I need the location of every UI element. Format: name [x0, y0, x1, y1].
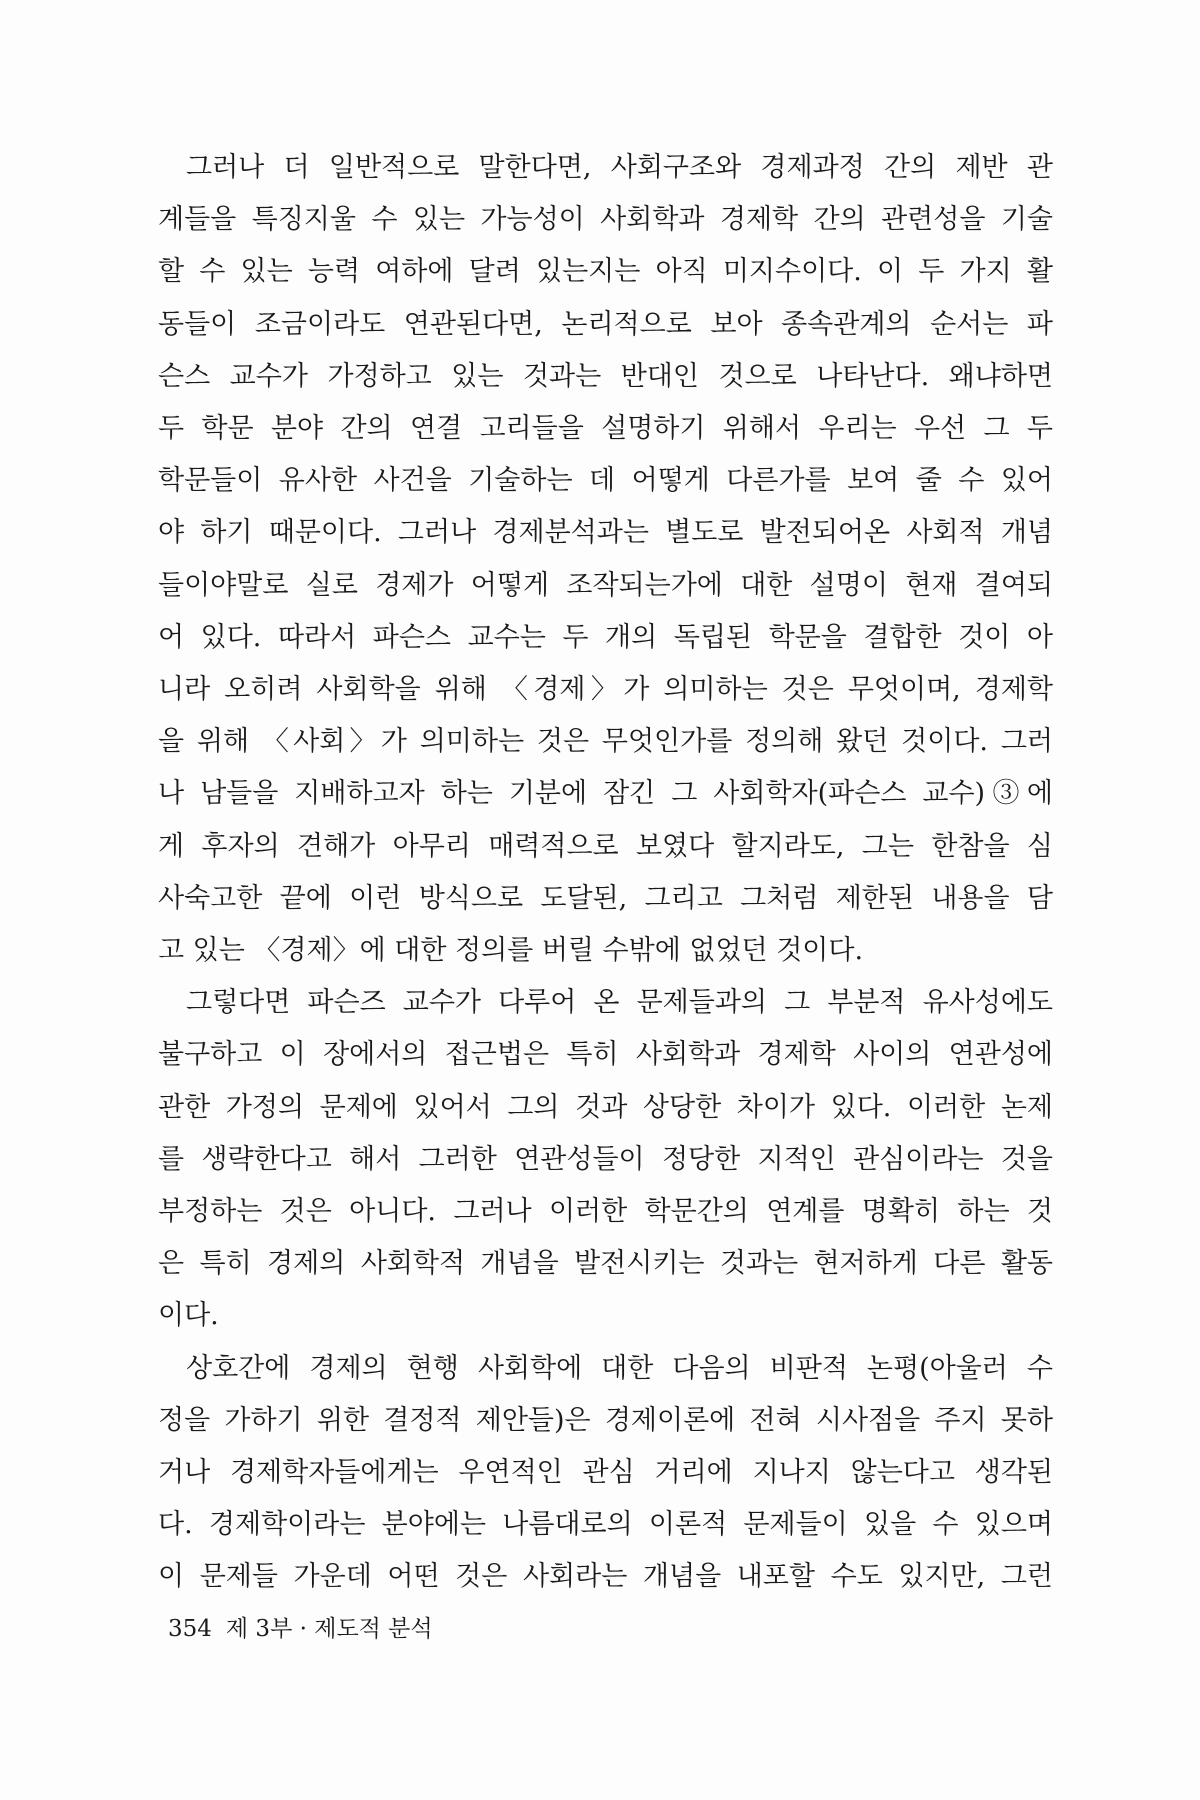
text-line: 상호간에 경제의 현행 사회학에 대한 다음의 비판적 논평(아울러 수 — [186, 1352, 1053, 1384]
text-line: 그러나 더 일반적으로 말한다면, 사회구조와 경제과정 간의 제반 관 — [186, 152, 1053, 183]
text-line: 을 위해 〈사회〉가 의미하는 것은 무엇인가를 정의해 왔던 것이다. 그러 — [158, 726, 1053, 758]
text-line: 거나 경제학자들에게는 우연적인 관심 거리에 지나지 않는다고 생각된 — [158, 1457, 1053, 1489]
text-line: 불구하고 이 장에서의 접근법은 특히 사회학과 경제학 사이의 연관성에 — [158, 1039, 1053, 1071]
paragraph-3 — [158, 1343, 1053, 1604]
body-text — [158, 142, 1053, 1604]
text-line: 어 있다. 따라서 파슨스 교수는 두 개의 독립된 학문을 결합한 것이 아 — [158, 621, 1053, 653]
text-line: 부정하는 것은 아니다. 그러나 이러한 학문간의 연계를 명확히 하는 것 — [158, 1196, 1053, 1228]
text-line: 게 후자의 견해가 아무리 매력적으로 보였다 할지라도, 그는 한참을 심 — [158, 830, 1053, 862]
text-line: 야 하기 때문이다. 그러나 경제분석과는 별도로 발전되어온 사회적 개념 — [158, 517, 1053, 549]
text-line: 다. 경제학이라는 분야에는 나름대로의 이론적 문제들이 있을 수 있으며 — [158, 1509, 1053, 1541]
text-line: 그렇다면 파슨즈 교수가 다루어 온 문제들과의 그 부분적 유사성에도 — [186, 987, 1053, 1019]
text-line: 사숙고한 끝에 이런 방식으로 도달된, 그리고 그처럼 제한된 내용을 담 — [158, 882, 1053, 914]
text-line: 니라 오히려 사회학을 위해 〈경제〉가 의미하는 것은 무엇이며, 경제학 — [158, 674, 1053, 706]
text-line: 정을 가하기 위한 결정적 제안들)은 경제이론에 전혀 시사점을 주지 못하 — [158, 1404, 1053, 1436]
page-number: 354 — [168, 1616, 212, 1642]
paragraph-1 — [158, 142, 1053, 977]
text-line: 슨스 교수가 가정하고 있는 것과는 반대인 것으로 나타난다. 왜냐하면 — [158, 360, 1053, 392]
text-line: 동들이 조금이라도 연관된다면, 논리적으로 보아 종속관계의 순서는 파 — [158, 308, 1053, 340]
text-line: 은 특히 경제의 사회학적 개념을 발전시키는 것과는 현저하게 다른 활동 — [158, 1248, 1053, 1280]
text-line: 를 생략한다고 해서 그러한 연관성들이 정당한 지적인 관심이라는 것을 — [158, 1143, 1053, 1175]
text-line: 계들을 특징지울 수 있는 가능성이 사회학과 경제학 간의 관련성을 기술 — [158, 204, 1053, 236]
section-title: 제 3부 · 제도적 분석 — [225, 1616, 433, 1642]
text-line: 이다. — [158, 1300, 219, 1332]
text-line: 들이야말로 실로 경제가 어떻게 조작되는가에 대한 설명이 현재 결여되 — [158, 569, 1053, 601]
text-line: 두 학문 분야 간의 연결 고리들을 설명하기 위해서 우리는 우선 그 두 — [158, 413, 1053, 445]
page-footer — [168, 1610, 433, 1643]
text-line: 학문들이 유사한 사건을 기술하는 데 어떻게 다른가를 보여 줄 수 있어 — [158, 465, 1053, 497]
text-line: 관한 가정의 문제에 있어서 그의 것과 상당한 차이가 있다. 이러한 논제 — [158, 1091, 1053, 1123]
text-line: 이 문제들 가운데 어떤 것은 사회라는 개념을 내포할 수도 있지만, 그런 — [158, 1561, 1053, 1593]
paragraph-2 — [158, 977, 1053, 1342]
text-line: 나 남들을 지배하고자 하는 기분에 잠긴 그 사회학자(파슨스 교수)③에 — [158, 778, 1053, 810]
text-line: 할 수 있는 능력 여하에 달려 있는지는 아직 미지수이다. 이 두 가지 활 — [158, 256, 1053, 288]
text-line: 고 있는 〈경제〉에 대한 정의를 버릴 수밖에 없었던 것이다. — [158, 935, 864, 967]
